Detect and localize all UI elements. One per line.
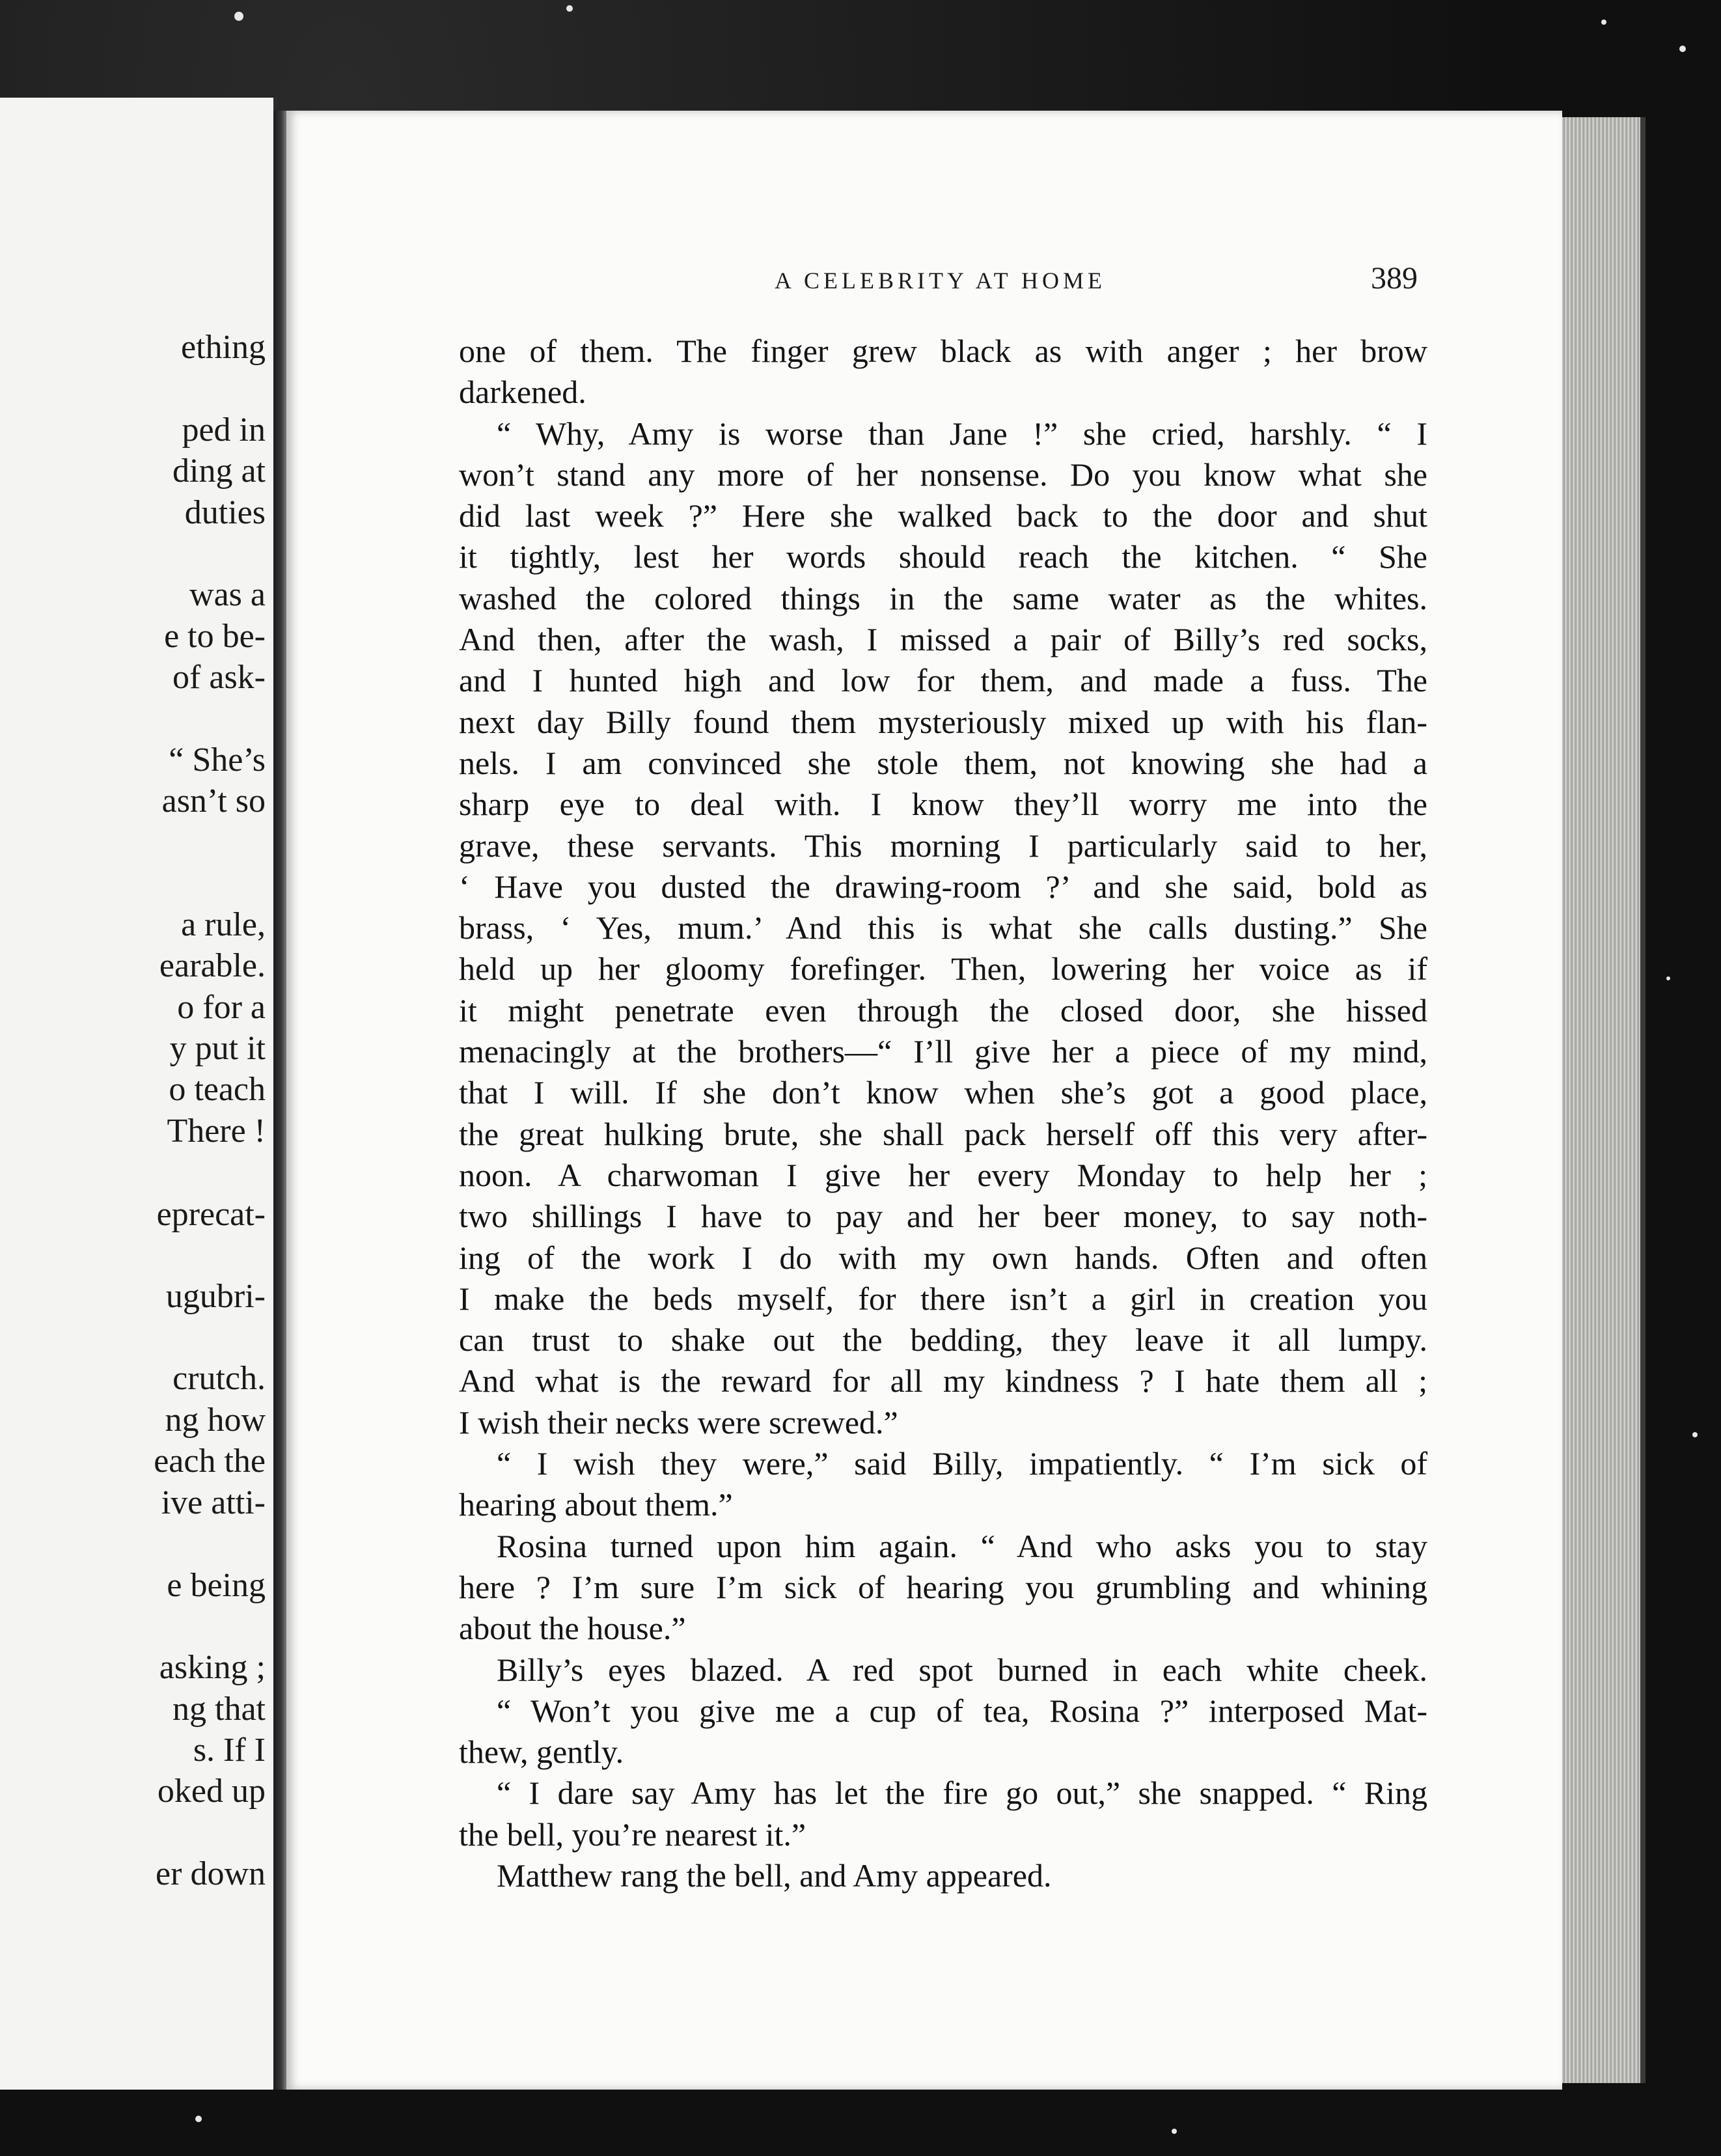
left-page-line: “ She’s <box>169 741 266 779</box>
scan-speck <box>1172 2129 1177 2134</box>
scan-speck <box>1692 1432 1698 1437</box>
left-page-line: There ! <box>167 1113 266 1150</box>
left-page-line: each the <box>154 1443 266 1480</box>
text-line: the great hulking brute, she shall pack herself off this very after- <box>459 1115 1427 1152</box>
previous-page-fragment <box>0 98 277 2090</box>
text-line: I wish their necks were screwed.” <box>459 1403 898 1441</box>
left-page-line: e being <box>167 1567 266 1604</box>
left-page-line: oked up <box>157 1773 266 1810</box>
scan-speck <box>195 2116 202 2122</box>
left-page-line: o for a <box>177 989 266 1026</box>
left-page-line: asn’t so <box>161 782 266 820</box>
text-line: Billy’s eyes blazed. A red spot burned in each white cheek. <box>497 1651 1427 1688</box>
left-page-line: ive atti- <box>161 1484 266 1521</box>
left-page-line: duties <box>184 494 266 531</box>
text-line: it might penetrate even through the closed door, she hissed <box>459 991 1427 1029</box>
text-line: thew, gently. <box>459 1734 624 1771</box>
left-page-line: e to be- <box>164 618 266 655</box>
scan-speck <box>1679 46 1686 52</box>
text-line: about the house.” <box>459 1610 686 1647</box>
text-line: brass, ‘ Yes, mum.’ And this is what she calls dusting.” She <box>459 909 1427 947</box>
text-line: washed the colored things in the same water as the whites. <box>459 579 1427 616</box>
text-line: Matthew rang the bell, and Amy appeared. <box>497 1857 1052 1894</box>
text-line: ‘ Have you dusted the drawing-room ?’ and she said, bold as <box>459 868 1427 905</box>
left-page-line: of ask- <box>172 659 266 696</box>
text-line: the bell, you’re nearest it.” <box>459 1816 806 1853</box>
left-page-line: ped in <box>182 411 266 449</box>
text-line: one of them. The finger grew black as with anger ; her brow <box>459 333 1427 369</box>
text-line: “ I wish they were,” said Billy, impatiently. “ I’m sick of <box>497 1445 1427 1482</box>
body-text <box>459 331 1427 1896</box>
text-line: And then, after the wash, I missed a pair of Billy’s red socks, <box>459 621 1427 658</box>
left-page-line: earable. <box>159 947 266 984</box>
left-page-line: was a <box>189 576 266 613</box>
left-page-line: ng how <box>165 1402 266 1439</box>
left-page-line: er down <box>156 1855 266 1892</box>
left-page-line: crutch. <box>172 1360 266 1397</box>
text-line: can trust to shake out the bedding, they leave it all lumpy. <box>459 1321 1427 1359</box>
text-line: menacingly at the brothers—“ I’ll give her a piece of my mind, <box>459 1033 1427 1070</box>
left-page-line: ugubri- <box>165 1278 266 1315</box>
text-line: darkened. <box>459 374 586 411</box>
text-line: won’t stand any more of her nonsense. Do you know what she <box>459 456 1427 493</box>
scan-speck <box>1666 976 1670 980</box>
text-line: that I will. If she don’t know when she’s got a good place, <box>459 1074 1427 1111</box>
page-number: 389 <box>1371 261 1418 296</box>
text-line: it tightly, lest her words should reach the kitchen. “ She <box>459 538 1427 575</box>
text-line: here ? I’m sure I’m sick of hearing you grumbling and whining <box>459 1568 1427 1605</box>
left-page-line: y put it <box>169 1030 266 1067</box>
left-page-line: a rule, <box>181 906 266 943</box>
left-page-line: asking ; <box>159 1649 266 1686</box>
left-page-line: ng that <box>172 1691 266 1728</box>
left-page-line: ething <box>181 329 266 366</box>
text-line: two shillings I have to pay and her beer money, to say noth- <box>459 1198 1427 1235</box>
text-line: “ Won’t you give me a cup of tea, Rosina ?” interposed Mat- <box>497 1692 1427 1729</box>
left-page-line: s. If I <box>193 1732 266 1769</box>
text-line: grave, these servants. This morning I particularly said to her, <box>459 827 1427 864</box>
text-line: “ Why, Amy is worse than Jane !” she cried, harshly. “ I <box>497 415 1427 452</box>
text-line: nels. I am convinced she stole them, not knowing she had a <box>459 744 1427 781</box>
text-line: held up her gloomy forefinger. Then, lowering her voice as if <box>459 950 1427 988</box>
text-line: sharp eye to deal with. I know they’ll worry me into the <box>459 786 1427 823</box>
left-page-line: ding at <box>172 452 266 490</box>
scan-speck <box>1601 20 1606 25</box>
scan-speck <box>566 5 573 12</box>
text-line: did last week ?” Here she walked back to the door and shut <box>459 497 1427 534</box>
scan-speck <box>234 12 243 21</box>
text-line: and I hunted high and low for them, and made a fuss. The <box>459 662 1427 699</box>
text-line: “ I dare say Amy has let the fire go out,” she snapped. “ Ring <box>497 1775 1427 1812</box>
page-edges <box>1562 117 1645 2083</box>
text-line: Rosina turned upon him again. “ And who asks you to stay <box>497 1527 1427 1564</box>
text-line: next day Billy found them mysteriously mixed up with his flan- <box>459 703 1427 740</box>
left-page-line: eprecat- <box>156 1196 266 1233</box>
text-line: ing of the work I do with my own hands. Often and often <box>459 1239 1427 1276</box>
text-line: And what is the reward for all my kindness ? I hate them all ; <box>459 1362 1427 1400</box>
text-line: noon. A charwoman I give her every Monday to help her ; <box>459 1156 1427 1193</box>
text-line: hearing about them.” <box>459 1486 733 1523</box>
left-page-line: o teach <box>169 1071 266 1108</box>
text-line: I make the beds myself, for there isn’t a girl in creation you <box>459 1280 1427 1317</box>
running-head: A CELEBRITY AT HOME <box>775 268 1107 294</box>
